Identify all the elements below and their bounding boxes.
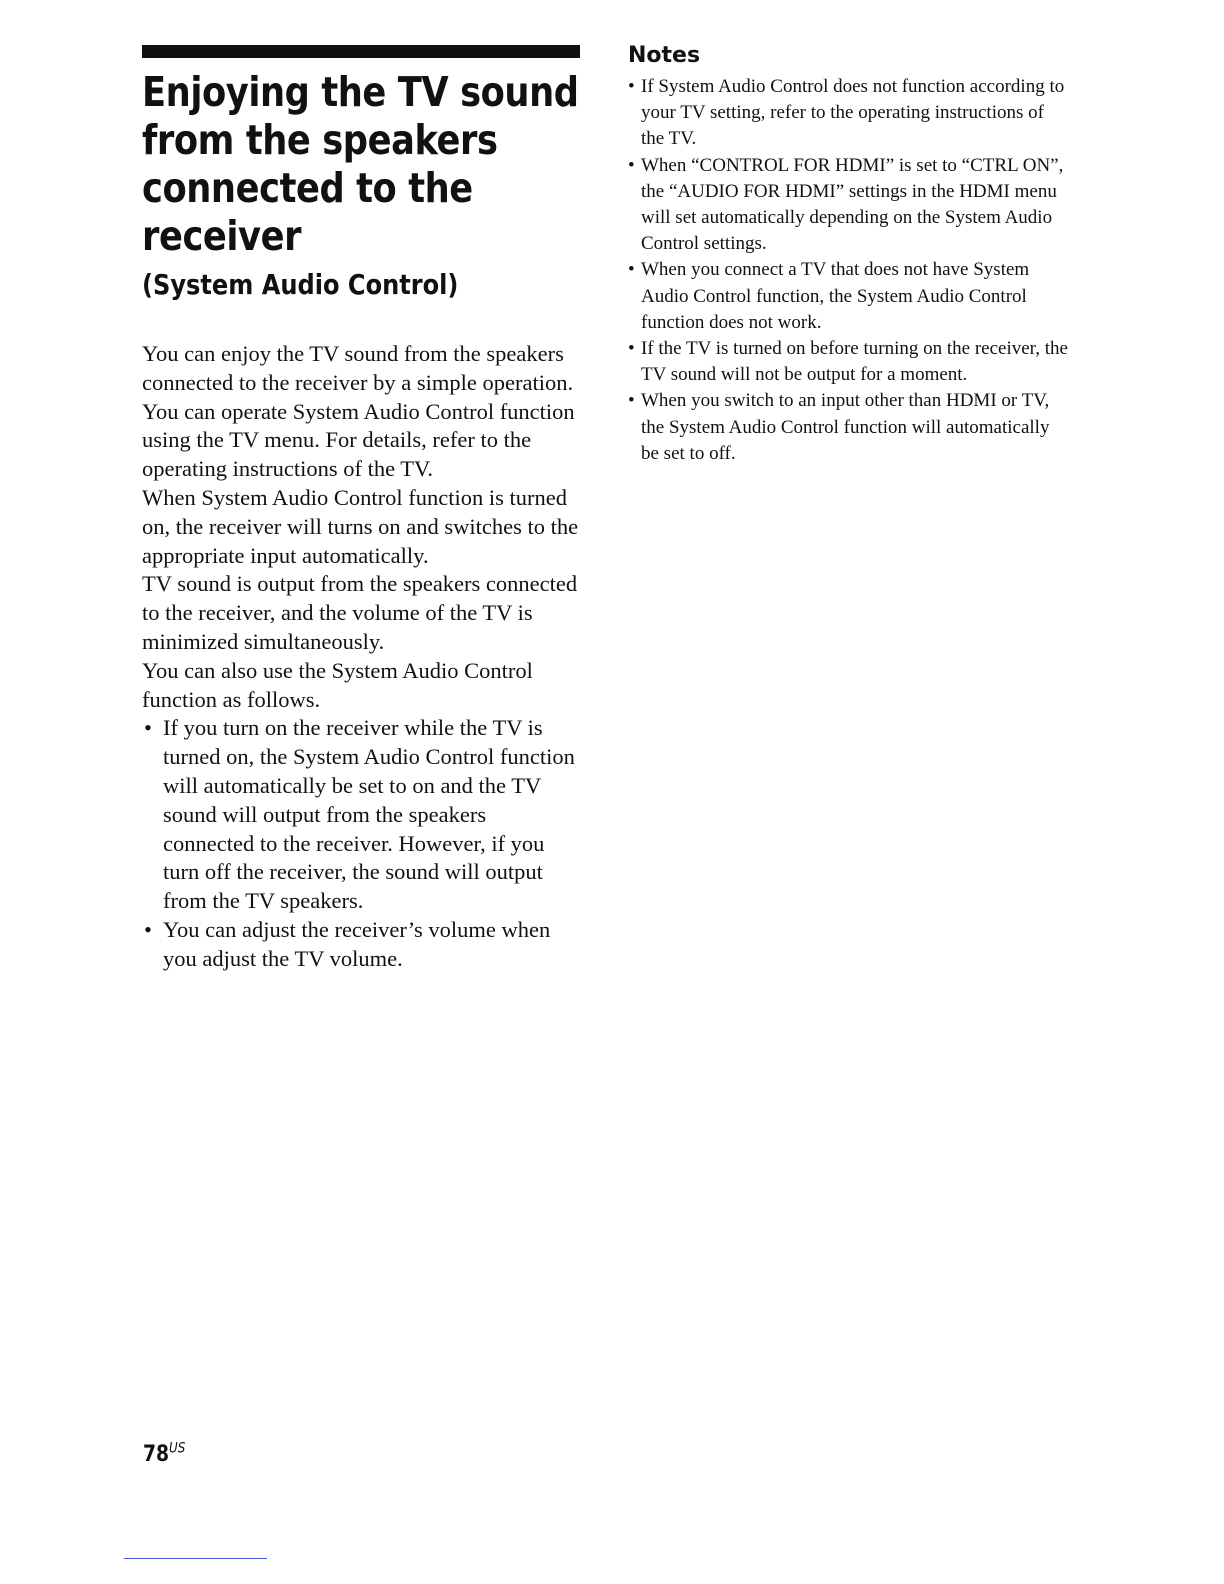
bullet-icon: • [628, 259, 635, 281]
note-item [628, 388, 1068, 467]
notes-list [628, 74, 1068, 467]
bullet-icon: • [628, 338, 635, 360]
title-line-3: connected to the receiver [142, 164, 473, 260]
page-number-value: 78 [143, 1442, 170, 1467]
title-rule [142, 45, 580, 58]
bullet-icon: • [144, 715, 152, 741]
notes-column [628, 42, 1068, 467]
body-paragraph-5: You can also use the System Audio Control function as follows. [142, 657, 533, 712]
body-paragraph-3: When System Audio Control function is turned on, the receiver will turns on and switches to the appropriate input automatically. [142, 484, 579, 568]
body-paragraph-2: You can operate System Audio Control function using the TV menu. For details, refer to the operating instructions of the TV. [142, 398, 575, 482]
note-text: When you connect a TV that does not have System Audio Control function, the System Audio Control function does not work. [641, 259, 1030, 333]
bullet-icon: • [144, 916, 152, 942]
note-item [628, 153, 1068, 258]
bullet-icon: • [628, 154, 635, 176]
body-paragraph-4: TV sound is output from the speakers connected to the receiver, and the volume of the TV is minimized simultaneously. [142, 571, 578, 654]
page-title [142, 68, 589, 260]
notes-heading: Notes [628, 43, 701, 68]
body-paragraph-1: You can enjoy the TV sound from the speakers connected to the receiver by a simple operation. [142, 341, 574, 395]
note-text: When “CONTROL FOR HDMI” is set to “CTRL ON”, the “AUDIO FOR HDMI” settings in the HDMI menu will set automatically depending on the System Audio Control settings. [641, 154, 1064, 255]
note-item [628, 336, 1068, 388]
note-text: If System Audio Control does not function according to your TV setting, refer to the operating instructions of the TV. [641, 76, 1065, 150]
body-text [142, 340, 582, 974]
page-subtitle: (System Audio Control) [142, 268, 459, 301]
body-bullet-list [142, 714, 582, 973]
note-item [628, 74, 1068, 153]
body-bullet-text: If you turn on the receiver while the TV is turned on, the System Audio Control function will automatically be set to on and the TV sound will output from the speakers connected to the receiver. However, if you turn off the receiver, the sound will output from the TV speakers. [163, 715, 575, 914]
bullet-icon: • [628, 76, 635, 97]
page-number [143, 1440, 185, 1470]
body-bullet-item [142, 714, 582, 916]
bullet-icon: • [628, 390, 635, 412]
footer-rule [124, 1558, 267, 1559]
note-text: When you switch to an input other than HDMI or TV, the System Audio Control function will automatically be set to off. [641, 390, 1050, 464]
body-bullet-text: You can adjust the receiver’s volume when you adjust the TV volume. [163, 916, 551, 971]
page-number-suffix: US [169, 1440, 186, 1457]
body-bullet-item [142, 916, 582, 974]
note-item [628, 257, 1068, 336]
title-line-2: from the speakers [142, 116, 498, 164]
note-text: If the TV is turned on before turning on the receiver, the TV sound will not be output for a moment. [641, 338, 1068, 386]
main-column [142, 45, 582, 974]
title-line-1: Enjoying the TV sound [142, 68, 579, 116]
